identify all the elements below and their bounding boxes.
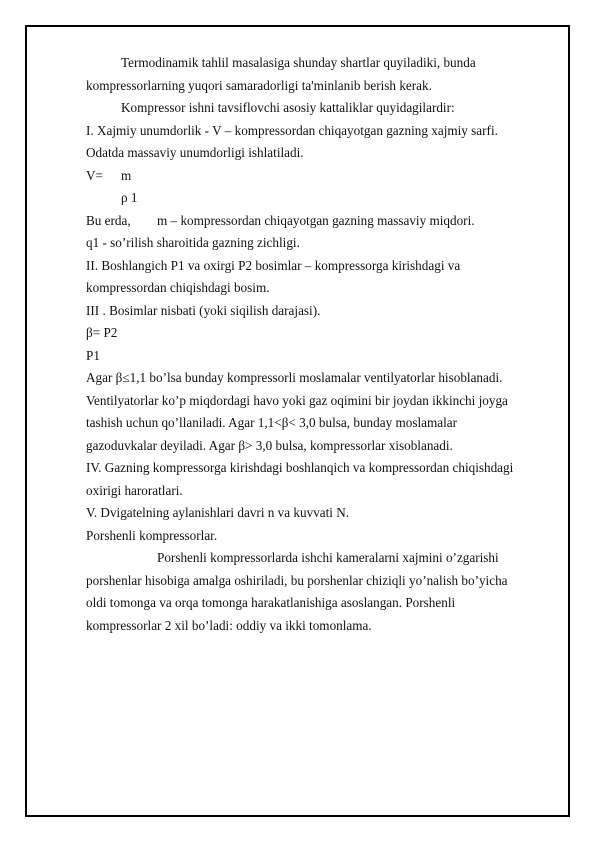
formula-line: β= P2 (86, 325, 118, 340)
paragraph-line (86, 210, 546, 233)
paragraph-line: Termodinamik tahlil masalasiga shunday shartlar quyiladiki, bunda (121, 55, 476, 70)
section-heading: Porshenli kompressorlar. (86, 527, 218, 543)
paragraph-line: porshenlar hisobiga amalga oshiriladi, bu porshenlar chiziqli yo’nalish bo’yicha (86, 572, 508, 588)
paragraph-line: oxirigi haroratlari. (86, 482, 183, 498)
paragraph-line: tashish uchun qo’llaniladi. Agar 1,1<β< 3,0 bulsa, bunday moslamalar (86, 415, 457, 430)
paragraph-line: Odatda massaviy unumdorligi ishlatiladi. (86, 145, 304, 160)
document-body (86, 52, 546, 637)
paragraph-line: Kompressor ishni tavsiflovchi asosiy kattaliklar quyidagilardir: (121, 100, 455, 115)
paragraph-line: kompressorlar 2 xil bo’ladi: oddiy va ikki tomonlama. (86, 617, 372, 633)
definition-text: m – kompressordan chiqayotgan gazning massaviy miqdori. (157, 212, 475, 228)
paragraph-line: I. Xajmiy unumdorlik - V – kompressordan chiqayotgan gazning xajmiy sarfi. (86, 122, 498, 138)
formula-lhs: V= (86, 167, 103, 183)
definition-lead: Bu erda, (86, 212, 131, 228)
paragraph-line: Agar β≤1,1 bo’lsa bunday kompressorli moslamalar ventilyatorlar hisoblanadi. (86, 370, 503, 385)
paragraph-line: oldi tomonga va orqa tomonga harakatlanishiga asoslangan. Porshenli (86, 595, 456, 610)
paragraph-line: kompressorlarning yuqori samaradorligi ta'minlanib berish kerak. (86, 77, 432, 93)
paragraph-line: Ventilyatorlar ko’p miqdordagi havo yoki gaz oqimini bir joydan ikkinchi joyga (86, 392, 508, 408)
formula-denominator: P1 (86, 347, 100, 363)
paragraph-line: Porshenli kompressorlarda ishchi kameralarni xajmini o’zgarishi (157, 550, 499, 565)
paragraph-line: III . Bosimlar nisbati (yoki siqilish darajasi). (86, 302, 321, 318)
paragraph-line: IV. Gazning kompressorga kirishdagi boshlanqich va kompressordan chiqishdagi (86, 460, 514, 475)
paragraph-line: II. Boshlangich P1 va oxirgi P2 bosimlar – kompressorga kirishdagi va (86, 257, 461, 273)
formula-line (86, 165, 546, 188)
formula-numerator: m (121, 167, 132, 183)
paragraph-line: gazoduvkalar deyiladi. Agar β> 3,0 bulsa, kompressorlar xisoblanadi. (86, 437, 453, 453)
paragraph-line: kompressordan chiqishdagi bosim. (86, 280, 270, 295)
paragraph-line: q1 - so’rilish sharoitida gazning zichligi. (86, 235, 300, 250)
formula-denominator: ρ 1 (121, 190, 138, 205)
paragraph-line: V. Dvigatelning aylanishlari davri n va kuvvati N. (86, 505, 350, 520)
